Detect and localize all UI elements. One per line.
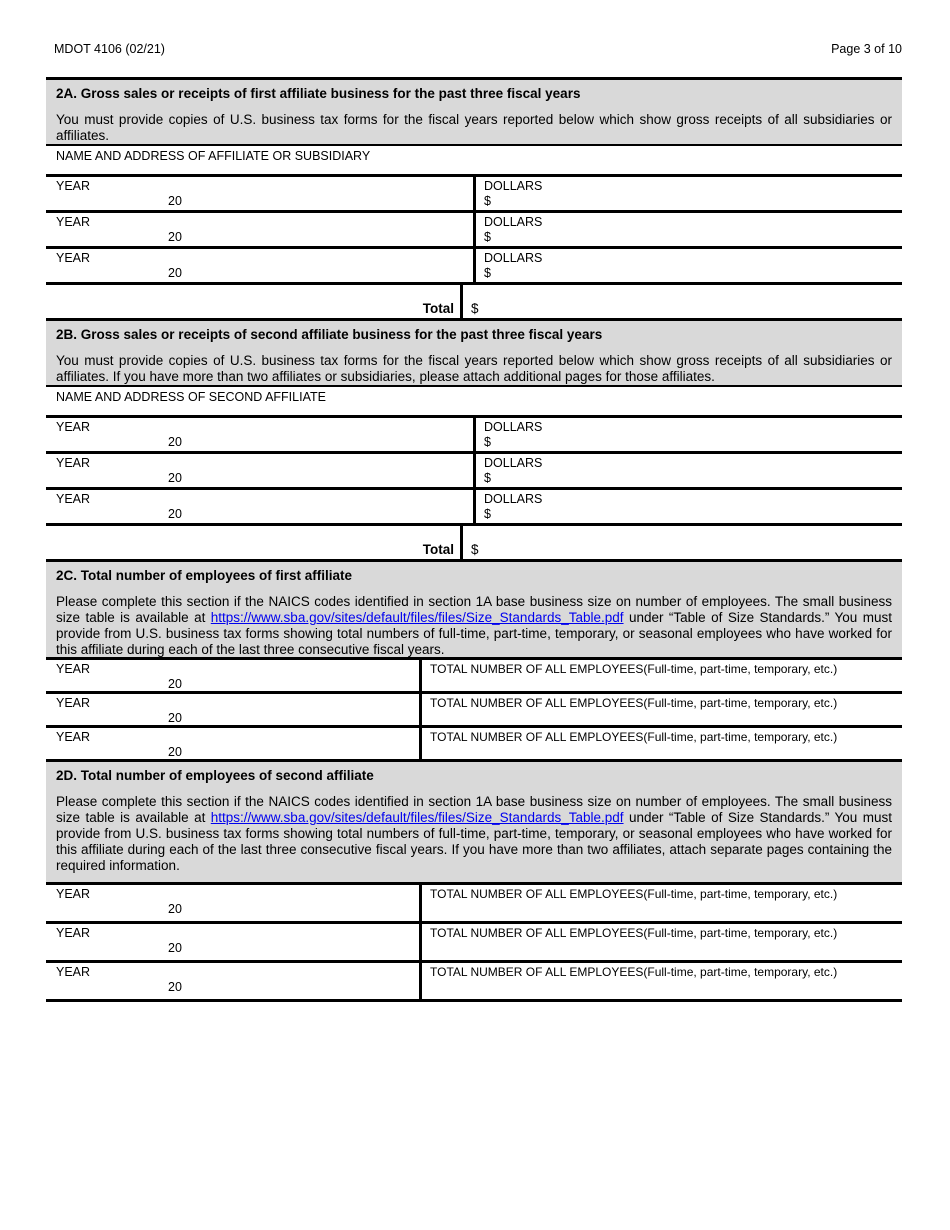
year-field[interactable] [46,924,422,960]
second-affiliate-name-label: NAME AND ADDRESS OF SECOND AFFILIATE [56,390,326,404]
section-2b-header [46,318,902,385]
dollars-field[interactable] [476,177,550,210]
year-prefix: 20 [168,711,182,725]
employees-row [46,657,902,691]
dollar-sign: $ [471,301,479,316]
year-field[interactable] [46,490,476,523]
total-row [46,282,902,318]
dollar-sign: $ [484,471,491,485]
section-2c-text-post: under “Table of Size Standards.” You must provide from U.S. business tax forms showing total numbers of full-time, part-time, temporary, or seasonal employees who have worked for this affiliate during each of the last three consecutive fiscal years. [56,610,892,657]
year-field[interactable] [46,660,422,691]
year-prefix: 20 [168,471,182,485]
section-2d-text-post: under “Table of Size Standards.” You must provide from U.S. business tax forms showing total numbers of full-time, part-time, temporary, or seasonal employees who have worked for this affiliate during each of the last three consecutive fiscal years. If you have more than two affiliates, attach separate pages containing the required information. [56,810,892,873]
sales-row [46,210,902,246]
dollars-field[interactable] [476,249,550,282]
dollars-field[interactable] [476,454,550,487]
year-label: YEAR [56,420,91,434]
sales-row [46,487,902,523]
section-2b-instructions: You must provide copies of U.S. business tax forms for the fiscal years reported below which show gross receipts of all subsidiaries or affiliates. If you have more than two affiliates or subsidiaries, please attach additional pages for those affiliates. [56,353,892,384]
employees-label: TOTAL NUMBER OF ALL EMPLOYEES(Full-time, part-time, temporary, etc.) [430,926,838,940]
total-row [46,523,902,559]
section-2d-text-pre: Please complete this section if the NAICS codes identified in section 1A base business size on number of employees. The small business size table is available at [56,794,892,825]
year-prefix: 20 [168,677,182,691]
year-field[interactable] [46,177,476,210]
sales-row [46,174,902,210]
form-bottom-rule [46,999,902,1002]
employees-label: TOTAL NUMBER OF ALL EMPLOYEES(Full-time, part-time, temporary, etc.) [430,965,838,979]
year-label: YEAR [56,662,91,676]
dollars-field[interactable] [476,418,550,451]
total-dollars-field[interactable] [463,526,487,559]
section-2c-instructions [56,594,892,658]
employees-field[interactable] [422,728,845,759]
sales-row [46,451,902,487]
form-id: MDOT 4106 (02/21) [54,42,165,56]
total-dollars-field[interactable] [463,285,487,318]
dollar-sign: $ [484,230,491,244]
year-field[interactable] [46,728,422,759]
section-2a-title: 2A. Gross sales or receipts of first affiliate business for the past three fiscal years [56,86,581,101]
section-2d-title: 2D. Total number of employees of second affiliate [56,768,374,783]
year-label: YEAR [56,926,91,940]
employees-row [46,725,902,759]
year-prefix: 20 [168,507,182,521]
dollars-label: DOLLARS [484,420,543,434]
sales-row [46,246,902,282]
section-2d-instructions [56,794,892,874]
year-prefix: 20 [168,435,182,449]
employees-row [46,960,902,999]
size-standards-link[interactable]: https://www.sba.gov/sites/default/files/files/Size_Standards_Table.pdf [210,810,624,825]
employees-label: TOTAL NUMBER OF ALL EMPLOYEES(Full-time, part-time, temporary, etc.) [430,662,838,676]
year-label: YEAR [56,492,91,506]
year-prefix: 20 [168,941,182,955]
year-label: YEAR [56,179,91,193]
affiliate-name-address-field[interactable] [46,144,902,174]
dollar-sign: $ [471,542,479,557]
dollars-label: DOLLARS [484,456,543,470]
year-prefix: 20 [168,194,182,208]
dollars-label: DOLLARS [484,215,543,229]
dollars-field[interactable] [476,490,550,523]
employees-field[interactable] [422,694,845,725]
year-prefix: 20 [168,745,182,759]
employees-field[interactable] [422,660,845,691]
dollar-sign: $ [484,194,491,208]
year-field[interactable] [46,213,476,246]
year-field[interactable] [46,454,476,487]
year-prefix: 20 [168,980,182,994]
year-label: YEAR [56,456,91,470]
employees-row [46,691,902,725]
year-label: YEAR [56,251,91,265]
year-prefix: 20 [168,902,182,916]
section-2c-title: 2C. Total number of employees of first affiliate [56,568,353,583]
total-label: Total [46,285,463,318]
year-label: YEAR [56,965,91,979]
year-label: YEAR [56,887,91,901]
year-prefix: 20 [168,266,182,280]
year-prefix: 20 [168,230,182,244]
year-field[interactable] [46,963,422,999]
section-2a-instructions: You must provide copies of U.S. business tax forms for the fiscal years reported below which show gross receipts of all subsidiaries or affiliates. [56,112,892,143]
sales-row [46,415,902,451]
employees-field[interactable] [422,924,845,960]
year-label: YEAR [56,730,91,744]
affiliate-form [46,77,902,1002]
employees-field[interactable] [422,963,845,999]
employees-label: TOTAL NUMBER OF ALL EMPLOYEES(Full-time, part-time, temporary, etc.) [430,696,838,710]
dollar-sign: $ [484,435,491,449]
year-field[interactable] [46,418,476,451]
dollar-sign: $ [484,507,491,521]
year-field[interactable] [46,249,476,282]
dollars-label: DOLLARS [484,179,543,193]
section-2c-text-pre: Please complete this section if the NAICS codes identified in section 1A base business size on number of employees. The small business size table is available at [56,594,892,625]
section-2d-header [46,759,902,882]
year-field[interactable] [46,885,422,921]
dollars-label: DOLLARS [484,251,543,265]
dollars-field[interactable] [476,213,550,246]
employees-row [46,921,902,960]
employees-row [46,882,902,921]
employees-label: TOTAL NUMBER OF ALL EMPLOYEES(Full-time, part-time, temporary, etc.) [430,887,838,901]
section-2c-header [46,559,902,657]
second-affiliate-name-address-field[interactable] [46,385,902,415]
employees-field[interactable] [422,885,845,921]
year-label: YEAR [56,696,91,710]
total-label: Total [46,526,463,559]
year-label: YEAR [56,215,91,229]
dollar-sign: $ [484,266,491,280]
year-field[interactable] [46,694,422,725]
employees-label: TOTAL NUMBER OF ALL EMPLOYEES(Full-time, part-time, temporary, etc.) [430,730,838,744]
size-standards-link[interactable]: https://www.sba.gov/sites/default/files/files/Size_Standards_Table.pdf [210,610,624,625]
section-2a-header [46,77,902,144]
dollars-label: DOLLARS [484,492,543,506]
affiliate-name-label: NAME AND ADDRESS OF AFFILIATE OR SUBSIDIARY [56,149,371,163]
section-2b-title: 2B. Gross sales or receipts of second affiliate business for the past three fiscal years [56,327,603,342]
page-number: Page 3 of 10 [831,42,902,56]
